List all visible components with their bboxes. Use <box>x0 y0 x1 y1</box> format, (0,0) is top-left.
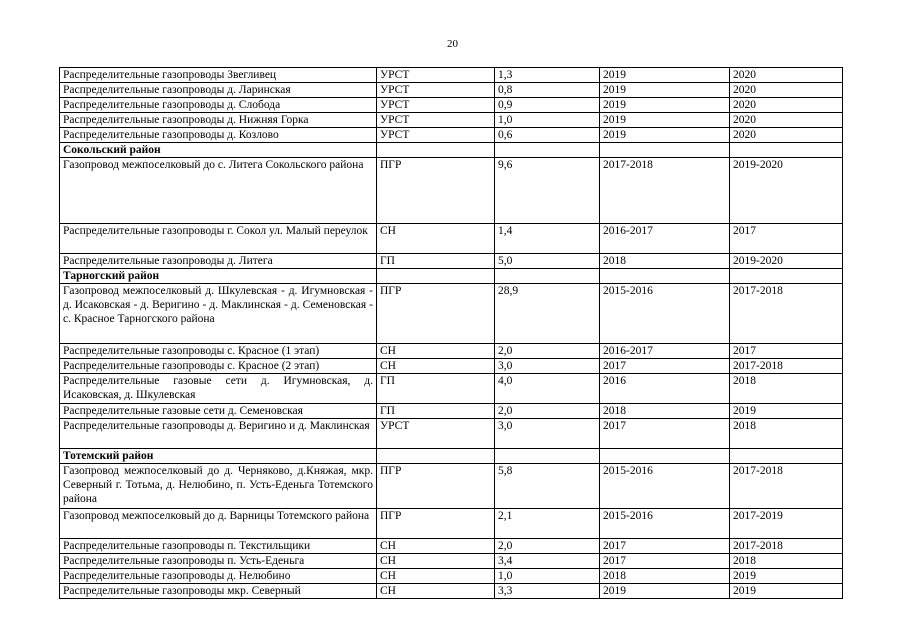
row-type: ПГР <box>377 509 495 539</box>
row-type: УРСТ <box>377 419 495 449</box>
row-period-2: 2019 <box>730 584 843 599</box>
row-length: 1,4 <box>495 224 600 254</box>
row-period-1: 2019 <box>600 113 730 128</box>
row-type: СН <box>377 359 495 374</box>
section-title: Тотемский район <box>60 449 377 464</box>
row-type: ГП <box>377 374 495 404</box>
row-length: 3,0 <box>495 419 600 449</box>
row-period-1: 2019 <box>600 83 730 98</box>
section-title: Тарногский район <box>60 269 377 284</box>
row-name: Распределительные газопроводы д. Козлово <box>60 128 377 143</box>
row-period-1: 2017-2018 <box>600 158 730 224</box>
row-period-1: 2018 <box>600 569 730 584</box>
row-length: 4,0 <box>495 374 600 404</box>
row-length <box>495 269 600 284</box>
row-period-2: 2020 <box>730 68 843 83</box>
table-row <box>60 113 843 128</box>
table-row <box>60 254 843 269</box>
row-length: 2,1 <box>495 509 600 539</box>
row-period-2: 2020 <box>730 128 843 143</box>
row-period-1: 2019 <box>600 68 730 83</box>
table-row <box>60 284 843 344</box>
row-type: ПГР <box>377 284 495 344</box>
table-row <box>60 404 843 419</box>
row-length: 5,8 <box>495 464 600 509</box>
row-type <box>377 269 495 284</box>
row-length: 0,8 <box>495 83 600 98</box>
row-type: СН <box>377 584 495 599</box>
table-row <box>60 374 843 404</box>
table-row <box>60 419 843 449</box>
row-name: Распределительные газопроводы Звегливец <box>60 68 377 83</box>
row-type: СН <box>377 344 495 359</box>
row-type: СН <box>377 224 495 254</box>
row-length: 2,0 <box>495 539 600 554</box>
row-type: УРСТ <box>377 83 495 98</box>
row-period-2 <box>730 269 843 284</box>
table-row <box>60 464 843 509</box>
row-period-1 <box>600 269 730 284</box>
row-length: 1,0 <box>495 569 600 584</box>
row-name: Распределительные газопроводы мкр. Северный <box>60 584 377 599</box>
table-row <box>60 83 843 98</box>
row-type: ПГР <box>377 158 495 224</box>
row-length: 1,0 <box>495 113 600 128</box>
row-name: Распределительные газопроводы п. Текстильщики <box>60 539 377 554</box>
row-type: УРСТ <box>377 98 495 113</box>
row-period-2: 2019-2020 <box>730 254 843 269</box>
row-name: Распределительные газопроводы с. Красное (2 этап) <box>60 359 377 374</box>
row-type: СН <box>377 569 495 584</box>
row-period-2: 2017-2018 <box>730 359 843 374</box>
row-name: Распределительные газопроводы с. Красное (1 этап) <box>60 344 377 359</box>
row-name: Газопровод межпоселковый до д. Черняково, д.Княжая, мкр. Северный г. Тотьма, д. Нелюбино, п. Усть-Еденьга Тотемского района <box>60 464 377 509</box>
row-type: СН <box>377 554 495 569</box>
row-period-2: 2018 <box>730 554 843 569</box>
page-number: 20 <box>447 38 458 50</box>
row-period-2 <box>730 143 843 158</box>
row-type: УРСТ <box>377 128 495 143</box>
row-period-1: 2015-2016 <box>600 284 730 344</box>
row-period-1: 2018 <box>600 404 730 419</box>
row-period-1: 2019 <box>600 98 730 113</box>
row-period-1 <box>600 143 730 158</box>
section-header-row <box>60 143 843 158</box>
row-length: 9,6 <box>495 158 600 224</box>
section-header-row <box>60 269 843 284</box>
row-name: Распределительные газопроводы г. Сокол ул. Малый переулок <box>60 224 377 254</box>
row-period-1: 2019 <box>600 128 730 143</box>
row-period-1: 2018 <box>600 254 730 269</box>
table-row <box>60 98 843 113</box>
row-period-1: 2017 <box>600 539 730 554</box>
row-period-1: 2017 <box>600 359 730 374</box>
row-name: Газопровод межпоселковый до с. Литега Сокольского района <box>60 158 377 224</box>
row-length <box>495 143 600 158</box>
row-length: 3,3 <box>495 584 600 599</box>
row-period-2 <box>730 449 843 464</box>
table-row <box>60 359 843 374</box>
row-period-1: 2017 <box>600 419 730 449</box>
table-row <box>60 68 843 83</box>
row-period-1: 2017 <box>600 554 730 569</box>
row-length: 2,0 <box>495 344 600 359</box>
row-name: Распределительные газовые сети д. Семеновская <box>60 404 377 419</box>
table-row <box>60 584 843 599</box>
row-period-2: 2020 <box>730 83 843 98</box>
row-length: 3,4 <box>495 554 600 569</box>
row-name: Газопровод межпоселковый д. Шкулевская - д. Игумновская - д. Исаковская - д. Веригино - д. Маклинская - д. Семеновская - с. Красное Тарногского района <box>60 284 377 344</box>
row-period-1: 2015-2016 <box>600 509 730 539</box>
table-row <box>60 224 843 254</box>
row-length <box>495 449 600 464</box>
gas-pipeline-table <box>59 67 843 599</box>
row-name: Распределительные газопроводы д. Нижняя Горка <box>60 113 377 128</box>
row-length: 3,0 <box>495 359 600 374</box>
row-length: 28,9 <box>495 284 600 344</box>
row-period-2: 2017-2018 <box>730 284 843 344</box>
row-period-2: 2017-2018 <box>730 539 843 554</box>
row-period-1: 2016 <box>600 374 730 404</box>
row-period-1: 2016-2017 <box>600 224 730 254</box>
row-name: Распределительные газопроводы д. Нелюбино <box>60 569 377 584</box>
row-length: 0,6 <box>495 128 600 143</box>
row-period-1 <box>600 449 730 464</box>
row-type: УРСТ <box>377 68 495 83</box>
section-header-row <box>60 449 843 464</box>
row-period-2: 2017 <box>730 224 843 254</box>
row-period-2: 2019-2020 <box>730 158 843 224</box>
row-period-2: 2020 <box>730 98 843 113</box>
row-type: ГП <box>377 404 495 419</box>
row-type: УРСТ <box>377 113 495 128</box>
row-name: Газопровод межпоселковый до д. Варницы Тотемского района <box>60 509 377 539</box>
row-period-2: 2020 <box>730 113 843 128</box>
row-name: Распределительные газопроводы д. Слобода <box>60 98 377 113</box>
row-period-2: 2019 <box>730 404 843 419</box>
row-length: 2,0 <box>495 404 600 419</box>
row-period-2: 2018 <box>730 419 843 449</box>
table-row <box>60 569 843 584</box>
row-type: СН <box>377 539 495 554</box>
table-row <box>60 509 843 539</box>
section-title: Сокольский район <box>60 143 377 158</box>
row-length: 5,0 <box>495 254 600 269</box>
row-type: ПГР <box>377 464 495 509</box>
row-period-2: 2019 <box>730 569 843 584</box>
table-row <box>60 554 843 569</box>
row-name: Распределительные газопроводы д. Ларинская <box>60 83 377 98</box>
row-period-2: 2017 <box>730 344 843 359</box>
row-period-2: 2017-2018 <box>730 464 843 509</box>
row-length: 1,3 <box>495 68 600 83</box>
row-type <box>377 449 495 464</box>
table-row <box>60 344 843 359</box>
row-period-1: 2016-2017 <box>600 344 730 359</box>
row-length: 0,9 <box>495 98 600 113</box>
row-period-2: 2018 <box>730 374 843 404</box>
table-row <box>60 128 843 143</box>
row-name: Распределительные газопроводы п. Усть-Еденьга <box>60 554 377 569</box>
row-period-2: 2017-2019 <box>730 509 843 539</box>
row-name: Распределительные газопроводы д. Веригино и д. Маклинская <box>60 419 377 449</box>
table-row <box>60 158 843 224</box>
row-type <box>377 143 495 158</box>
table-row <box>60 539 843 554</box>
row-period-1: 2019 <box>600 584 730 599</box>
row-period-1: 2015-2016 <box>600 464 730 509</box>
row-name: Распределительные газовые сети д. Игумновская, д. Исаковская, д. Шкулевская <box>60 374 377 404</box>
row-name: Распределительные газопроводы д. Литега <box>60 254 377 269</box>
row-type: ГП <box>377 254 495 269</box>
